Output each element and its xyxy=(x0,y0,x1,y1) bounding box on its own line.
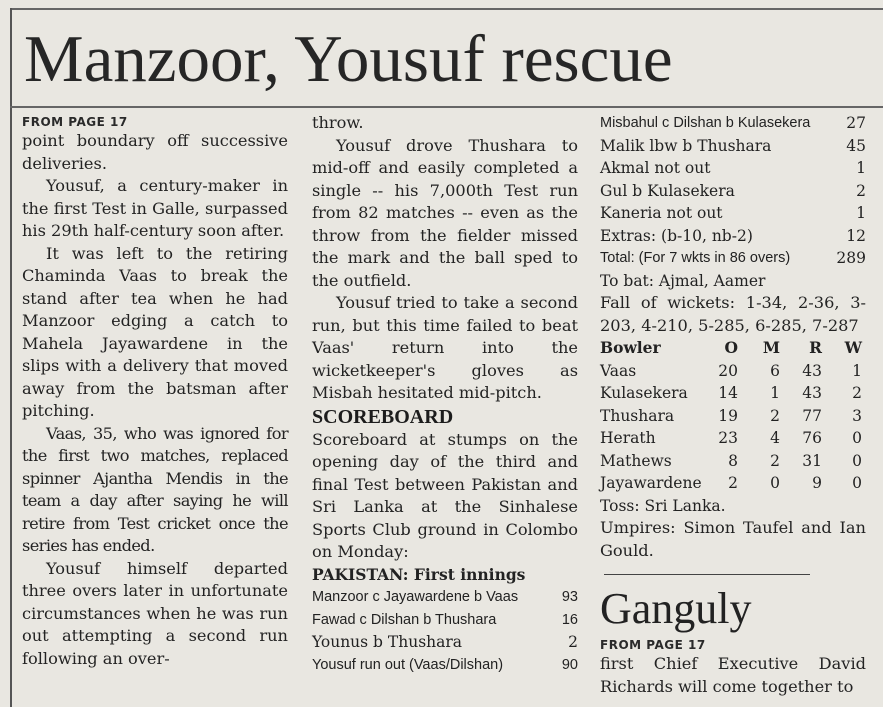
next-headline: Ganguly xyxy=(600,584,752,633)
bowling-list xyxy=(600,360,866,495)
runs: 43 xyxy=(802,361,822,380)
total-row xyxy=(600,247,866,270)
overs: 8 xyxy=(728,451,738,470)
bowler-name: Kulasekera xyxy=(600,384,688,402)
wickets: 1 xyxy=(852,361,862,380)
batting-row xyxy=(600,112,866,135)
batting-row xyxy=(600,135,866,158)
wickets: 0 xyxy=(852,474,862,492)
batting-row xyxy=(600,180,866,203)
batsman-runs: 1 xyxy=(856,204,866,222)
extras-row xyxy=(600,225,866,248)
headline: Manzoor, Yousuf rescue xyxy=(24,22,673,96)
bowler-name: Thushara xyxy=(600,406,675,425)
bowling-row xyxy=(600,382,866,405)
paragraph: Yousuf drove Thushara to mid-off and easily completed a single -- his 7,000th Test run from 82 matches -- even as the throw from the fielder missed the mark and the ball sped to the outfield. xyxy=(312,135,578,290)
batsman-name: Malik lbw b Thushara xyxy=(600,136,772,155)
extras-label: Extras: (b-10, nb-2) xyxy=(600,226,753,245)
total-value: 289 xyxy=(836,249,866,267)
batsman-name: Akmal not out xyxy=(600,159,711,177)
section-divider xyxy=(604,574,810,575)
extras-value: 12 xyxy=(846,226,866,245)
paragraph: Yousuf, a century-maker in the first Test in Galle, surpassed his 29th half-century soon after. xyxy=(22,176,288,240)
bowler-header: Bowler xyxy=(600,338,661,357)
headline-rule xyxy=(10,106,883,108)
scoreboard-title: SCOREBOARD xyxy=(312,405,454,428)
batsman-name: Misbahul c Dilshan b Kulasekera xyxy=(600,115,811,131)
overs: 20 xyxy=(718,361,738,380)
batsman-runs: 1 xyxy=(856,159,866,177)
batting-row xyxy=(600,202,866,225)
batting-list-continued xyxy=(600,112,866,225)
paragraph: Yousuf tried to take a second run, but this time failed to beat Vaas' return into the wicketkeeper's gloves as Misbah hesitated mid-pitch. xyxy=(312,293,578,402)
maidens: 6 xyxy=(770,361,780,380)
wickets: 0 xyxy=(852,429,862,447)
innings-title: PAKISTAN: First innings xyxy=(312,564,526,584)
from-page-label: FROM PAGE 17 xyxy=(22,115,128,129)
batting-list xyxy=(312,586,578,676)
batsman-runs: 27 xyxy=(846,114,866,132)
runs: 77 xyxy=(802,406,822,425)
paragraph: point boundary off successive deliveries. xyxy=(22,131,288,173)
total-label: Total: (For 7 wkts in 86 overs) xyxy=(600,250,791,266)
wickets: 0 xyxy=(852,451,862,470)
paragraph: Vaas, 35, who was ignored for the first two matches, replaced spinner Ajantha Mendis in the team a day after saying he will retire from Test cricket once the series has ended. xyxy=(22,423,288,555)
batsman-runs: 16 xyxy=(561,611,578,628)
batsman-runs: 93 xyxy=(561,589,578,605)
umpires: Umpires: Simon Taufel and Ian Gould. xyxy=(600,518,866,560)
runs: 31 xyxy=(802,451,822,470)
batting-row xyxy=(312,631,578,654)
to-bat: To bat: Ajmal, Aamer xyxy=(600,271,766,290)
wickets: 3 xyxy=(852,406,862,425)
paragraph: Yousuf himself departed three overs later in unfortunate circumstances when he was run out attempting a second run following an over- xyxy=(22,558,288,668)
wickets: 2 xyxy=(852,384,862,402)
batsman-name: Fawad c Dilshan b Thushara xyxy=(312,611,497,628)
paragraph: throw. xyxy=(312,113,364,132)
scoreboard-intro: Scoreboard at stumps on the opening day of the third and final Test between Pakistan and Sri Lanka at the Sinhalese Sports Club ground in Colombo on Monday: xyxy=(312,429,578,561)
bowling-header xyxy=(600,337,866,360)
maidens-header: M xyxy=(762,338,780,357)
runs: 76 xyxy=(802,429,822,447)
maidens: 2 xyxy=(770,451,780,470)
batsman-runs: 2 xyxy=(568,633,578,651)
column-2 xyxy=(312,112,578,676)
maidens: 2 xyxy=(770,406,780,425)
bowling-row xyxy=(600,427,866,450)
overs-header: O xyxy=(724,338,738,357)
bowler-name: Vaas xyxy=(600,361,637,380)
bowling-row xyxy=(600,405,866,428)
fall-of-wickets: Fall of wickets: 1-34, 2-36, 3-203, 4-210, 5-285, 6-285, 7-287 xyxy=(600,293,866,335)
batsman-runs: 45 xyxy=(846,136,866,155)
column-3 xyxy=(600,112,866,698)
bowler-name: Mathews xyxy=(600,451,672,470)
batsman-name: Younus b Thushara xyxy=(312,633,463,651)
maidens: 1 xyxy=(770,384,780,402)
batsman-name: Gul b Kulasekera xyxy=(600,181,735,200)
runs: 43 xyxy=(802,384,822,402)
batsman-name: Kaneria not out xyxy=(600,204,723,222)
from-page-label: FROM PAGE 17 xyxy=(600,638,706,652)
bowling-row xyxy=(600,472,866,495)
bowler-name: Herath xyxy=(600,429,656,447)
bowler-name: Jayawardene xyxy=(600,474,702,492)
overs: 14 xyxy=(718,384,738,402)
maidens: 0 xyxy=(770,474,780,492)
paragraph: first Chief Executive David Richards will come together to xyxy=(600,654,866,696)
left-rule xyxy=(10,8,12,707)
batting-row xyxy=(600,157,866,180)
paragraph: It was left to the retiring Chaminda Vaas to break the stand after tea when he had Manzoor edging a catch to Mahela Jayawardene in the slips with a delivery that moved away from the batsman after pitching. xyxy=(22,243,288,420)
batting-row xyxy=(312,609,578,632)
batting-row xyxy=(312,586,578,609)
runs: 9 xyxy=(812,474,822,492)
toss: Toss: Sri Lanka. xyxy=(600,496,726,515)
batsman-runs: 90 xyxy=(561,656,578,673)
overs: 23 xyxy=(718,429,738,447)
bowling-row xyxy=(600,360,866,383)
overs: 19 xyxy=(718,406,738,425)
overs: 2 xyxy=(728,474,738,492)
top-rule xyxy=(10,8,883,10)
bowling-row xyxy=(600,450,866,473)
batting-row xyxy=(312,654,578,677)
batsman-name: Yousuf run out (Vaas/Dilshan) xyxy=(312,656,504,673)
runs-header: R xyxy=(809,338,822,357)
maidens: 4 xyxy=(770,429,780,447)
batsman-runs: 2 xyxy=(856,181,866,200)
wickets-header: W xyxy=(844,338,862,357)
column-1 xyxy=(22,112,288,670)
batsman-name: Manzoor c Jayawardene b Vaas xyxy=(312,589,519,605)
